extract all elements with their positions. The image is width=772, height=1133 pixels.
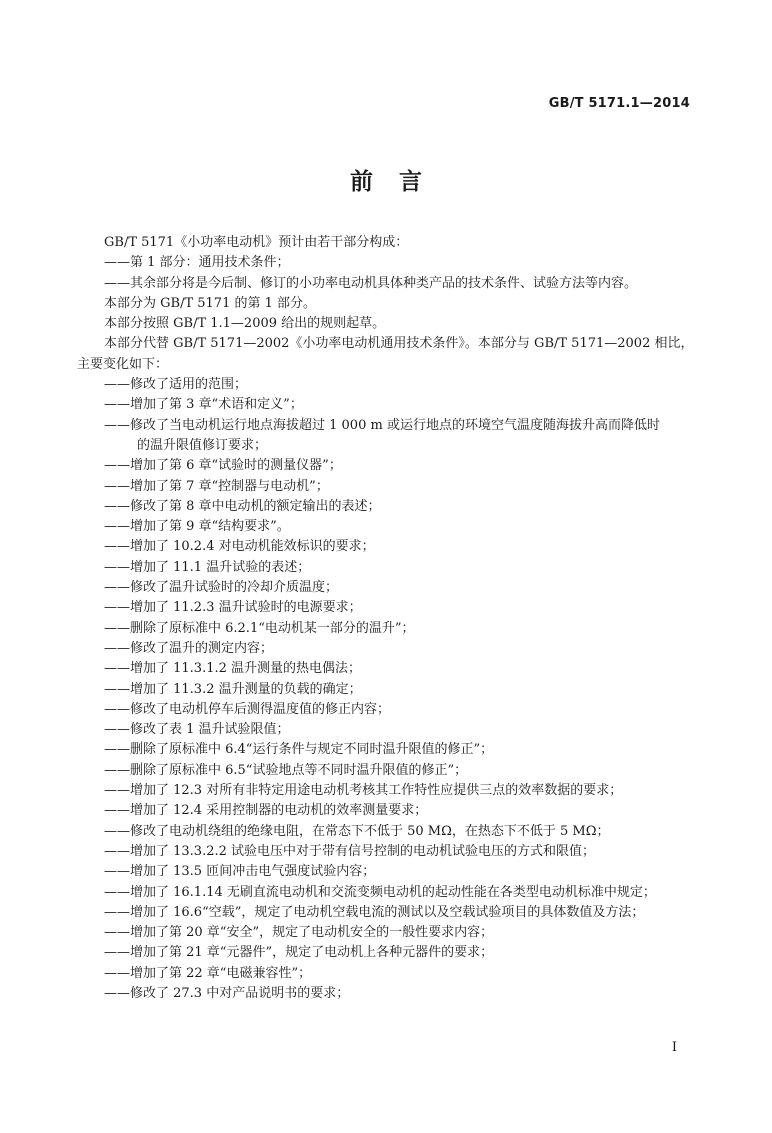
list-item: ——修改了电动机绕组的绝缘电阻，在常态下不低于 50 MΩ，在热态下不低于 5 MΩ；	[104, 823, 610, 839]
list-item: ——增加了第 3 章“术语和定义”；	[104, 397, 303, 413]
list-item: ——增加了第 20 章“安全”，规定了电动机安全的一般性要求内容；	[104, 925, 494, 941]
list-item: ——增加了 11.1 温升试验的表述；	[104, 559, 311, 575]
list-item: ——增加了第 22 章“电磁兼容性”；	[104, 965, 312, 981]
list-item: ——修改了表 1 温升试验限值；	[104, 722, 290, 738]
paragraph: 本部分按照 GB/T 1.1—2009 给出的规则起草。	[104, 316, 386, 332]
foreword-body	[77, 233, 694, 1004]
list-item: ——增加了第 21 章“元器件”，规定了电动机上各种元器件的要求；	[104, 945, 494, 961]
list-item: ——增加了 11.2.3 温升试验时的电源要求；	[104, 600, 362, 616]
list-item-continuation: 的温升限值修订要求；	[137, 437, 268, 453]
page-number: I	[671, 1040, 677, 1055]
list-item: ——增加了第 7 章“控制器与电动机”；	[104, 478, 329, 494]
list-item: ——增加了 16.6“空载”，规定了电动机空载电流的测试以及空载试验项目的具体数值及方法；	[104, 904, 645, 920]
list-item: ——删除了原标准中 6.5“试验地点等不同时温升限值的修正”；	[104, 762, 468, 778]
list-item: ——修改了适用的范围；	[104, 377, 248, 393]
paragraph-continuation: 主要变化如下：	[77, 356, 169, 372]
list-item: ——删除了原标准中 6.4“运行条件与规定不同时温升限值的修正”；	[104, 742, 494, 758]
paragraph: 本部分代替 GB/T 5171—2002《小功率电动机通用技术条件》。本部分与 GB/T 5171—2002 相比，	[104, 336, 694, 352]
paragraph: GB/T 5171《小功率电动机》预计由若干部分构成：	[104, 235, 409, 250]
list-item: ——第 1 部分：通用技术条件；	[104, 255, 290, 271]
list-item: ——修改了温升试验时的冷却介质温度；	[104, 580, 339, 596]
list-item: ——增加了 11.3.1.2 温升测量的热电偶法；	[104, 661, 362, 677]
list-item: ——增加了 13.3.2.2 试验电压中对于带有信号控制的电动机试验电压的方式和限值；	[104, 843, 596, 859]
list-item: ——增加了 12.3 对所有非特定用途电动机考核其工作特性应提供三点的效率数据的要求；	[104, 783, 623, 799]
page-title: 前言	[350, 169, 448, 195]
list-item: ——增加了 12.4 采用控制器的电动机的效率测量要求；	[104, 803, 428, 819]
list-item: ——删除了原标准中 6.2.1“电动机某一部分的温升”；	[104, 620, 415, 636]
list-item: ——增加了第 9 章“结构要求”。	[104, 519, 290, 535]
list-item: ——其余部分将是今后制、修订的小功率电动机具体种类产品的技术条件、试验方法等内容。	[104, 275, 638, 291]
list-item: ——增加了 10.2.4 对电动机能效标识的要求；	[104, 539, 375, 555]
list-item: ——修改了 27.3 中对产品说明书的要求；	[104, 985, 350, 1001]
standard-code: GB/T 5171.1—2014	[548, 96, 690, 111]
list-item: ——修改了电动机停车后测得温度值的修正内容；	[104, 701, 391, 717]
list-item: ——增加了 16.1.14 无刷直流电动机和交流变频电动机的起动性能在各类型电动机标准中规定；	[104, 884, 656, 900]
list-item: ——增加了 11.3.2 温升测量的负载的确定；	[104, 681, 362, 697]
list-item: ——修改了第 8 章中电动机的额定输出的表述；	[104, 498, 381, 514]
list-item: ——增加了 13.5 匝间冲击电气强度试验内容；	[104, 864, 376, 880]
list-item: ——修改了当电动机运行地点海拔超过 1 000 m 或运行地点的环境空气温度随海拔升高而降低时	[104, 417, 660, 433]
paragraph: 本部分为 GB/T 5171 的第 1 部分。	[104, 295, 317, 311]
list-item: ——修改了温升的测定内容；	[104, 640, 274, 656]
list-item: ——增加了第 6 章“试验时的测量仪器”；	[104, 458, 342, 474]
